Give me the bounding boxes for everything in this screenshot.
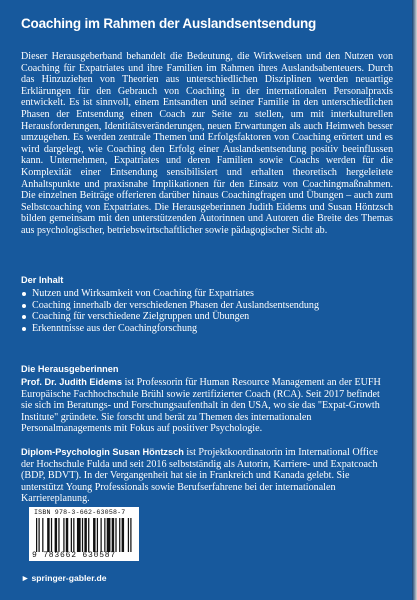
editor-bio-eidems [21, 377, 393, 435]
barcode-icon [36, 518, 134, 552]
publisher-url-text: springer-gabler.de [31, 573, 107, 583]
book-title: Coaching im Rahmen der Auslandsentsendung [21, 16, 317, 31]
contents-heading: Der Inhalt [21, 275, 64, 285]
list-item: Erkenntnisse aus der Coachingforschung [21, 323, 391, 335]
editor-name: Prof. Dr. Judith Eidems [21, 377, 123, 387]
isbn-number: ISBN 978-3-662-63058-7 [34, 509, 126, 516]
book-description: Dieser Herausgeberband behandelt die Bedeutung, die Wirkweisen und den Nutzen von Coaching für Expatriates und ihre Familien im Rahmen ihres Auslandsabenteuers. Durch das Hinzuziehen von Theorien aus unterschiedlichen Disziplinen werden neuartige Erklärungen für den Gebrauch von Coaching in der internationalen Personalpraxis entwickelt. Es ist sinnvoll, einem Entsandten und seiner Familie in den unterschiedlichen Phasen der Entsendung einen Coach zur Seite zu stellen, um mit interkulturellen Herausforderungen, Identitätsveränderungen, neuen Erwartungen als auch Heimweh besser umzugehen. Es werden zentrale Themen und Erfolgsfaktoren von Coaching erörtert und es wird dargelegt, wie Coaching den Erfolg einer Auslandsentsendung positiv beeinflussen kann. Unternehmen, Expatriates und deren Familien sowie Coachs werden für die Komplexität einer Entsendung sensibilisiert und erhalten theoretisch hergeleitete Anhaltspunkte und praxisnahe Implikationen für den Einsatz von Coachingmaßnahmen. Die einzelnen Beiträge offerieren darüber hinaus Coachingfragen und Übungen – auch zum Selbstcoaching von Expatriates. Die Herausgeberinnen Judith Eidems und Susan Höntzsch bilden gemeinsam mit den unterstützenden Autorinnen und Autoren die Breite des Themas aus psychologischer, betriebswirtschaftlicher sowie pädagogischer Sicht ab. [21, 51, 393, 236]
arrow-icon: ► [21, 573, 30, 583]
editors-heading: Die Herausgeberinnen [21, 364, 119, 374]
list-item: Nutzen und Wirksamkeit von Coaching für Expatriates [21, 288, 391, 300]
editor-bio-text: ist Projektkoordinatorin im International Office der Hochschule Fulda und seit 2016 selbstständig als Autorin, Karriere- und Expatcoach (BDP, BDVT). In der Vergangenheit hat sie in Frankreich und Kanada gelebt. Sie unterstützt Young Professionals sowie Berufserfahrene bei der internationalen Karriereplanung. [21, 447, 378, 505]
barcode-digits: 9 783662 630587 [32, 551, 117, 560]
editor-name: Diplom-Psychologin Susan Höntzsch [21, 447, 184, 457]
publisher-url[interactable] [21, 573, 107, 583]
contents-list [21, 288, 391, 334]
list-item: Coaching innerhalb der verschiedenen Phasen der Auslandsentsendung [21, 300, 391, 312]
list-item: Coaching für verschiedene Zielgruppen und Übungen [21, 311, 391, 323]
editor-bio-hoentzsch [21, 447, 393, 505]
book-spine-edge [412, 0, 417, 600]
editor-bio-text: ist Professorin für Human Resource Management an der EUFH Europäische Fachhochschule Brühl sowie zertifizierter Coach (RCA). Seit 2017 befindet sie sich im Beratungs- und Forschungsaufenthalt in den USA, wo sie das "Expat-Growth Institute" gründete. Sie forscht und berät zu Themen des internationalen Personalmanagements mit Fokus auf positiver Psychologie. [21, 377, 381, 435]
isbn-barcode [29, 507, 139, 561]
